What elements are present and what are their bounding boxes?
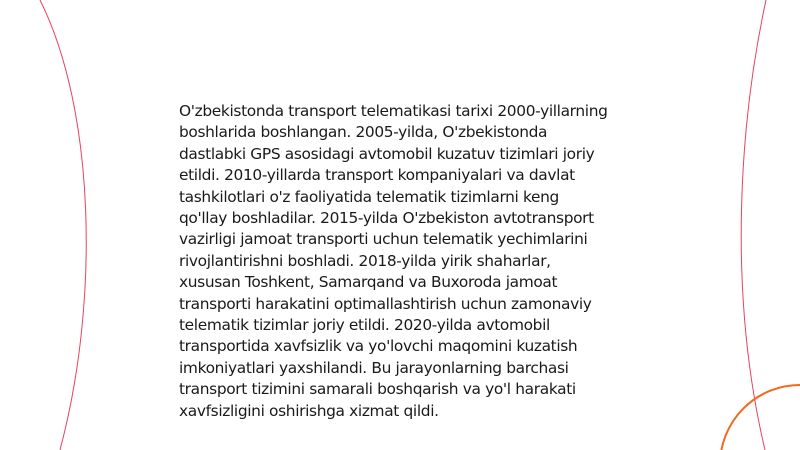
- slide-body-text: O'zbekistonda transport telematikasi tarixi 2000-yillarning boshlarida boshlangan. 2005-yilda, O'zbekistonda dastlabki GPS asosidagi avtomobil kuzatuv tizimlari joriy etildi. 2010-yillarda transport kompaniyalari va davlat tashkilotlari o'z faoliyatida telematik tizimlarni keng qo'llay boshladilar. 2015-yilda O'zbekiston avtotransport vazirligi jamoat transporti uchun telematik yechimlarini rivojlantirishni boshladi. 2018-yilda yirik shaharlar, xususan Toshkent, Samarqand va Buxoroda jamoat transporti harakatini optimallashtirish uchun zamonaviy telematik tizimlar joriy etildi. 2020-yilda avtomobil transportida xavfsizlik va yo'lovchi maqomini kuzatish imkoniyatlari yaxshilandi. Bu jarayonlarning barchasi transport tizimini samarali boshqarish va yo'l harakati xavfsizligini oshirishga xizmat qildi.: [179, 102, 608, 420]
- left-arc: [40, 0, 86, 450]
- right-orange-arc: [720, 385, 800, 450]
- right-thin-arc: [741, 0, 766, 450]
